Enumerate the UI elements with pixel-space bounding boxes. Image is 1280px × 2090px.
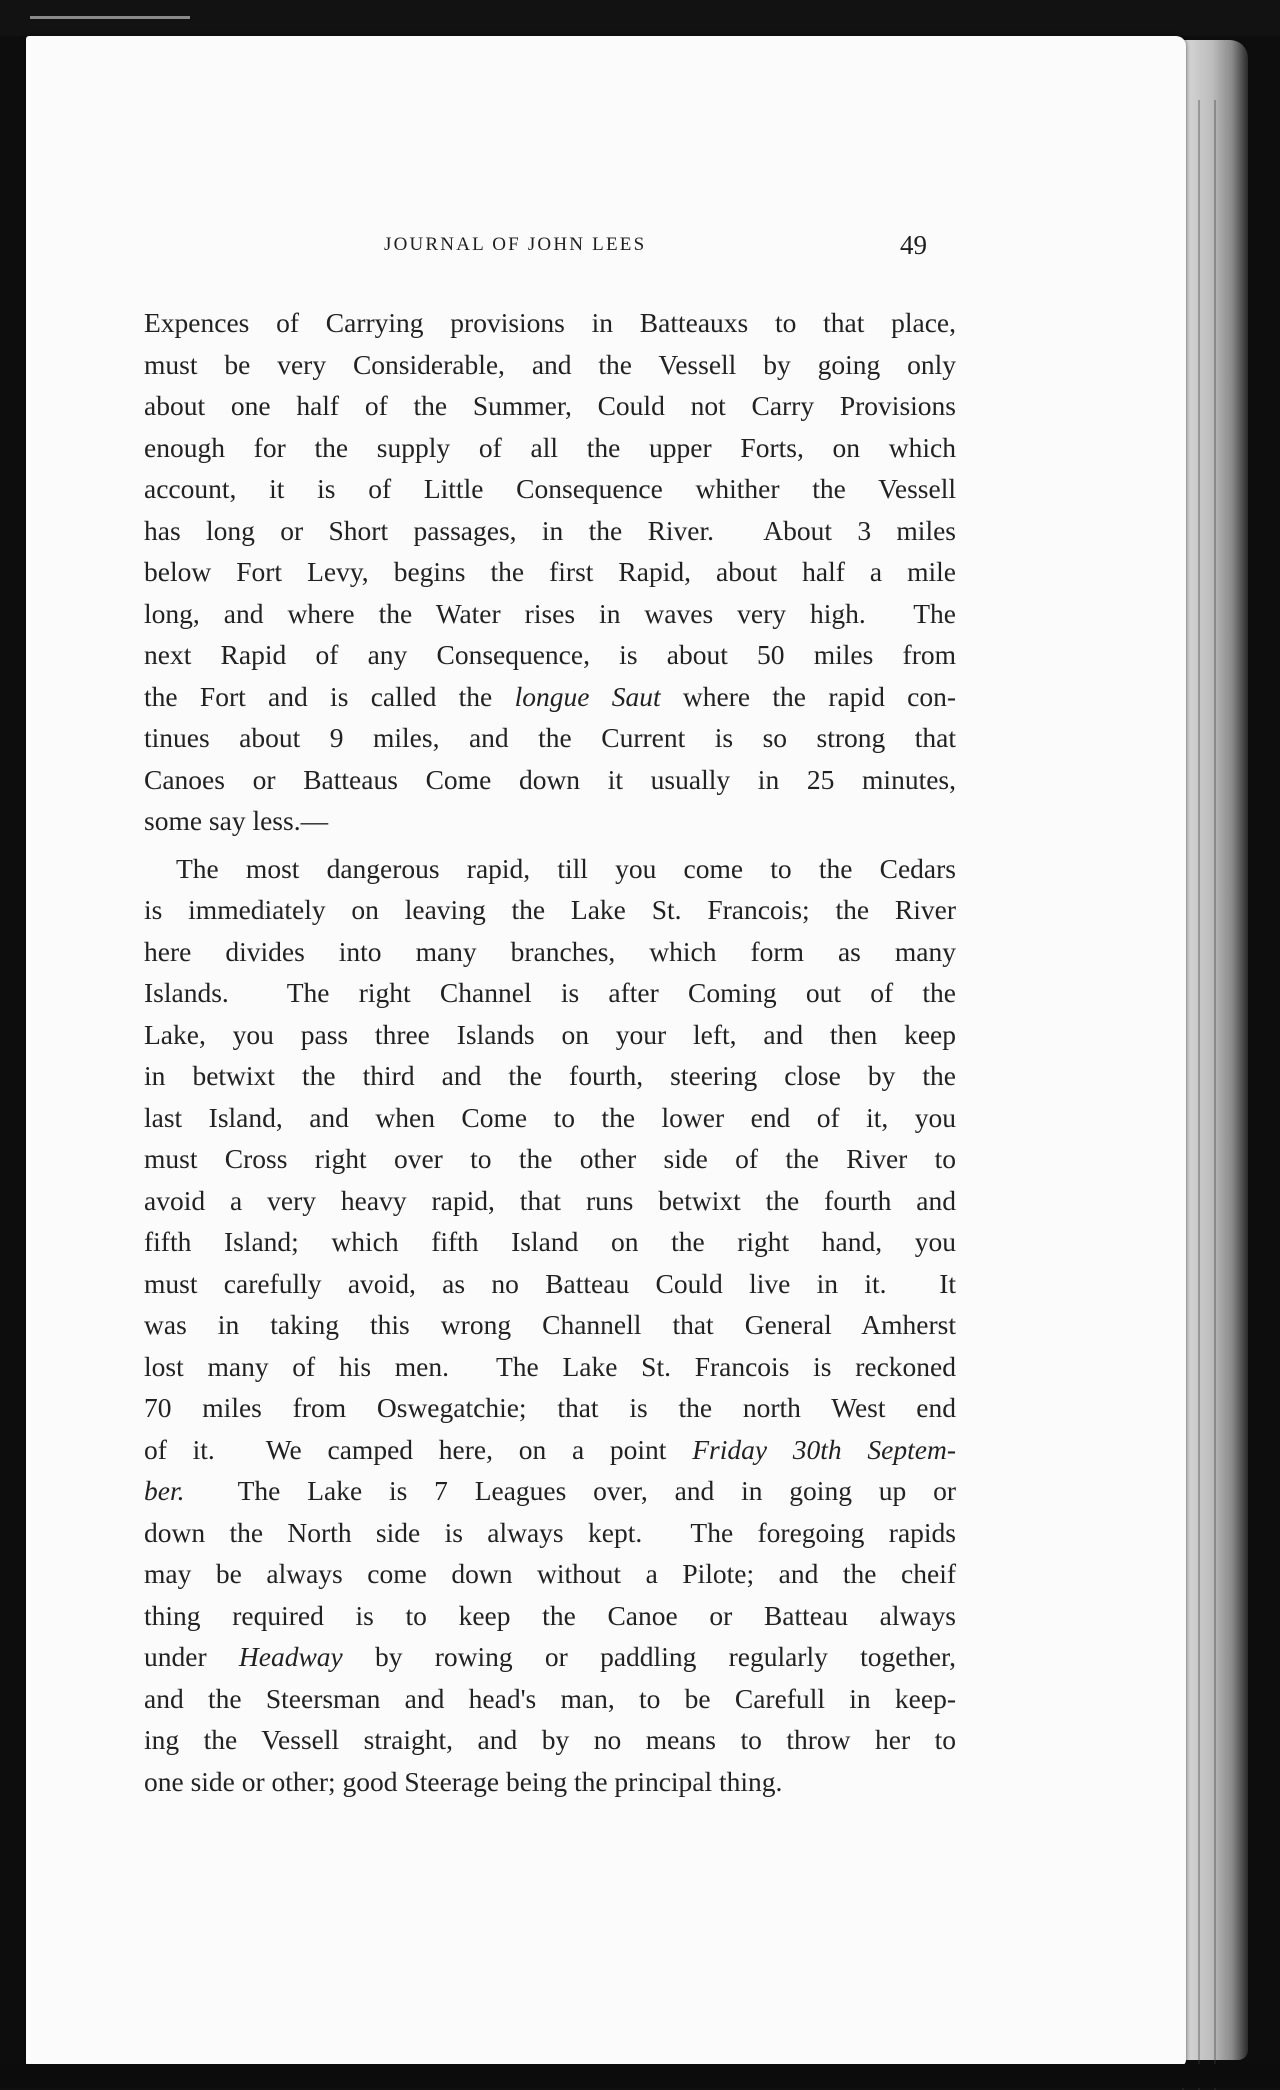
text-run: and the Steersman and head's man, to be Carefull in keep- — [144, 1682, 956, 1714]
text-run: has long or Short passages, in the River. About 3 miles — [144, 514, 956, 546]
text-run: the Fort and is called the — [144, 680, 515, 712]
italic-text: Friday 30th Septem- — [692, 1433, 957, 1465]
text-line — [144, 427, 956, 469]
text-line — [144, 889, 956, 931]
text-line — [144, 676, 956, 718]
text-line — [144, 551, 956, 593]
text-line — [144, 1346, 956, 1388]
text-run: where the rapid con- — [660, 680, 956, 712]
paragraph — [144, 848, 956, 1803]
text-line — [144, 717, 956, 759]
text-line — [144, 302, 956, 344]
page-number: 49 — [900, 230, 927, 260]
text-run: next Rapid of any Consequence, is about 50 miles from — [144, 639, 956, 670]
text-run: Islands. The right Channel is after Coming out of the — [144, 977, 956, 1008]
text-run: down the North side is always kept. The foregoing rapids — [144, 1516, 956, 1548]
text-run: by rowing or paddling regularly together, — [342, 1641, 956, 1672]
text-run: Expences of Carrying provisions in Batteauxs to that place, — [144, 307, 956, 338]
text-line — [144, 759, 956, 801]
italic-text: Headway — [238, 1641, 343, 1672]
text-line — [144, 1221, 956, 1263]
text-run: Lake, you pass three Islands on your left, and then keep — [144, 1018, 956, 1050]
text-run: below Fort Levy, begins the first Rapid, about half a mile — [144, 556, 956, 587]
text-line — [144, 1014, 956, 1056]
text-run: ing the Vessell straight, and by no means to throw her to — [144, 1724, 956, 1755]
text-line — [144, 1512, 956, 1554]
body-text — [144, 302, 956, 1802]
text-run: in betwixt the third and the fourth, steering close by the — [144, 1060, 956, 1091]
scan-top-border — [0, 0, 1280, 36]
text-run: fifth Island; which fifth Island on the right hand, you — [144, 1226, 956, 1257]
text-line — [144, 931, 956, 973]
text-line — [144, 634, 956, 676]
text-line — [144, 468, 956, 510]
text-run: here divides into many branches, which form as many — [144, 935, 956, 967]
text-line — [144, 1595, 956, 1637]
italic-text: ber. — [144, 1475, 185, 1506]
text-run: thing required is to keep the Canoe or Batteau always — [144, 1599, 956, 1631]
text-run: must be very Considerable, and the Vessell by going only — [144, 348, 956, 380]
text-line — [144, 1678, 956, 1720]
text-line — [144, 1719, 956, 1761]
text-run: may be always come down without a Pilote; and the cheif — [144, 1558, 956, 1589]
text-run: lost many of his men. The Lake St. Francois is reckoned — [144, 1350, 956, 1382]
text-run: long, and where the Water rises in waves very high. The — [144, 597, 956, 629]
text-line — [144, 1636, 956, 1678]
text-run: Canoes or Batteaus Come down it usually in 25 minutes, — [144, 763, 956, 795]
text-run: under — [144, 1641, 239, 1672]
running-head: JOURNAL OF JOHN LEES — [384, 234, 647, 255]
text-line — [144, 1387, 956, 1429]
text-line — [144, 1429, 956, 1471]
text-line — [144, 1097, 956, 1139]
text-line — [144, 1470, 956, 1512]
scan-top-highlight — [30, 16, 190, 19]
text-run: was in taking this wrong Channell that General Amherst — [144, 1309, 956, 1340]
text-run: one side or other; good Steerage being the principal thing. — [144, 1765, 783, 1797]
text-run: must Cross right over to the other side of the River to — [144, 1143, 956, 1174]
italic-text: longue Saut — [514, 680, 661, 712]
page-edge-line — [1214, 100, 1216, 2090]
text-run: tinues about 9 miles, and the Current is so strong that — [144, 722, 956, 753]
text-line — [144, 800, 956, 842]
text-line — [144, 1553, 956, 1595]
text-run: The most dangerous rapid, till you come to the Cedars — [176, 852, 956, 884]
text-line — [144, 972, 956, 1014]
text-run: about one half of the Summer, Could not Carry Provisions — [144, 390, 956, 421]
text-run: is immediately on leaving the Lake St. Francois; the River — [144, 894, 956, 925]
text-run: account, it is of Little Consequence whither the Vessell — [144, 473, 956, 504]
text-line — [144, 344, 956, 386]
text-line — [144, 1138, 956, 1180]
text-run: of it. We camped here, on a point — [144, 1433, 693, 1465]
text-line — [144, 1304, 956, 1346]
text-line — [144, 1263, 956, 1305]
text-line — [144, 1180, 956, 1222]
text-run: avoid a very heavy rapid, that runs betwixt the fourth and — [144, 1184, 956, 1216]
text-line — [144, 1761, 956, 1803]
text-run: 70 miles from Oswegatchie; that is the north West end — [144, 1392, 956, 1423]
paragraph — [144, 302, 956, 842]
text-line — [144, 593, 956, 635]
text-line — [144, 1055, 956, 1097]
text-run: must carefully avoid, as no Batteau Could live in it. It — [144, 1267, 956, 1299]
scan-bottom-border — [0, 2064, 1280, 2088]
text-run: last Island, and when Come to the lower end of it, you — [144, 1101, 956, 1133]
page-edge-line — [1198, 100, 1200, 2090]
text-run: The Lake is 7 Leagues over, and in going up or — [184, 1475, 956, 1506]
text-line — [144, 510, 956, 552]
text-run: some say less.— — [144, 805, 329, 836]
text-run: enough for the supply of all the upper Forts, on which — [144, 431, 956, 463]
text-line — [144, 385, 956, 427]
text-line — [144, 848, 956, 890]
